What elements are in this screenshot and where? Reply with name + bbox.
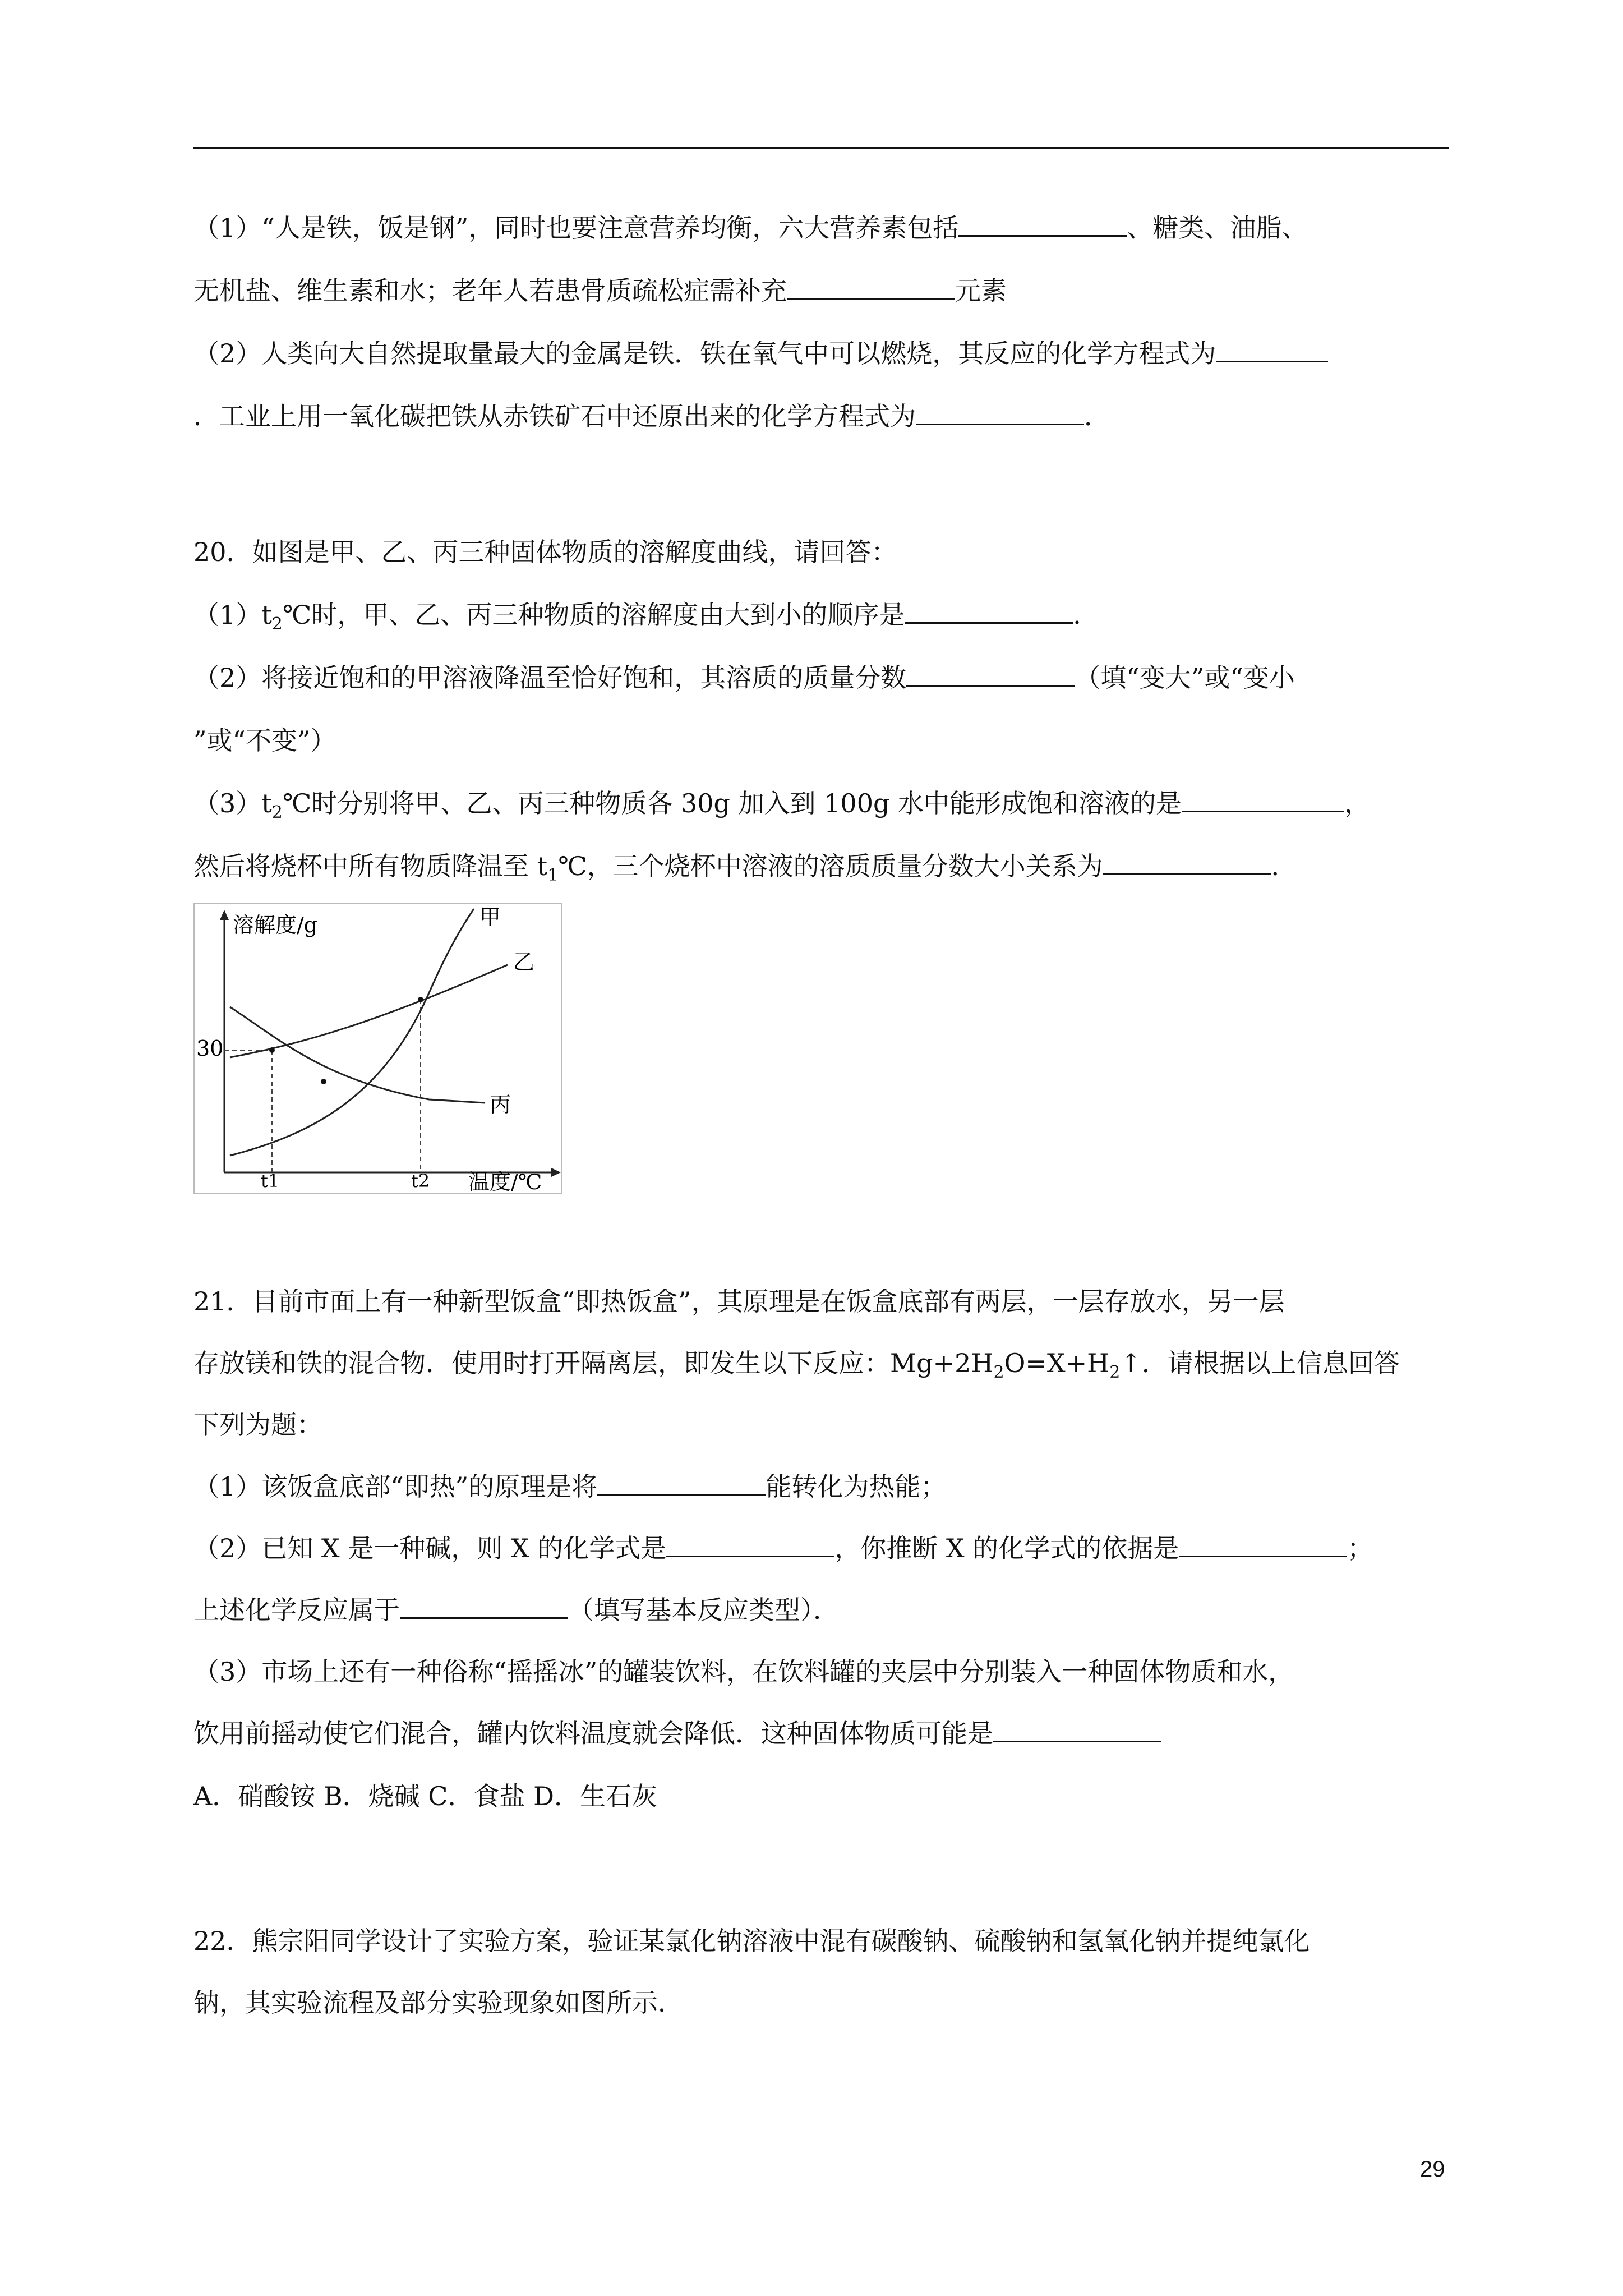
x-axis-arrow <box>551 1168 561 1177</box>
series-label-yi: 乙 <box>513 950 535 974</box>
q21-part2-line1: （2）已知 X 是一种碱，则 X 的化学式是 ，你推断 X 的化学式的依据是 ； <box>193 1533 1373 1563</box>
answer-blank[interactable] <box>666 1533 834 1557</box>
answer-blank[interactable] <box>905 600 1073 624</box>
q19-part1-line2: 无机盐、维生素和水；老年人若患骨质疏松症需补充 元素 <box>193 275 1007 306</box>
answer-blank[interactable] <box>400 1595 568 1619</box>
q21-line2: 存放镁和铁的混合物．使用时打开隔离层，即发生以下反应：$Mg+2H_2O=X+H_2↑$．请根据以上信息回答 <box>193 1348 1400 1383</box>
answer-blank[interactable] <box>1103 851 1271 875</box>
answer-blank[interactable] <box>597 1471 766 1496</box>
y-axis-arrow <box>220 910 229 920</box>
q19-part2-line1: （2）人类向大自然提取量最大的金属是铁．铁在氧气中可以燃烧，其反应的化学方程式为 <box>193 337 1328 370</box>
series-label-jia: 甲 <box>479 905 501 930</box>
q21-part3-line1: （3）市场上还有一种俗称“摇摇冰”的罐装饮料，在饮料罐的夹层中分别装入一种固体物质和水， <box>193 1657 1294 1687</box>
y-tick-label: 30 <box>196 1036 224 1061</box>
answer-blank[interactable] <box>958 213 1127 237</box>
q22-line1: 22．熊宗阳同学设计了实验方案，验证某氯化钠溶液中混有碳酸钠、硫酸钠和氢氧化钠并提纯氯化 <box>193 1926 1310 1956</box>
intersection-point <box>269 1047 275 1053</box>
curve-yi <box>230 965 508 1057</box>
answer-blank[interactable] <box>1182 788 1344 812</box>
q20-part2-line1: （2）将接近饱和的甲溶液降温至恰好饱和，其溶质的质量分数 （填“变大”或“变小 <box>193 662 1295 693</box>
q20-part2-line2: ”或“不变”） <box>193 725 336 756</box>
curve-bing <box>230 1007 485 1103</box>
q19-part1-line1: （1）“人是铁，饭是钢”，同时也要注意营养均衡，六大营养素包括 、糖类、油脂、 <box>193 213 1308 243</box>
q21-options: A．硝酸铵 B．烧碱 C．食盐 D．生石灰 <box>193 1781 657 1811</box>
x-tick-label: t2 <box>411 1170 430 1191</box>
x-tick-label: t1 <box>261 1170 280 1191</box>
intersection-point <box>321 1079 326 1084</box>
answer-blank[interactable] <box>1216 338 1328 362</box>
q22-line2: 钠，其实验流程及部分实验现象如图所示． <box>193 1987 684 2018</box>
intersection-point <box>418 997 423 1002</box>
solubility-chart <box>193 903 564 1195</box>
q20-part3-line2: 然后将烧杯中所有物质降温至 $t_1℃$，三个烧杯中溶液的溶质质量分数大小关系为 ． <box>193 851 1297 886</box>
answer-blank[interactable] <box>1179 1533 1347 1557</box>
q21-line3: 下列为题： <box>193 1410 322 1440</box>
series-label-bing: 丙 <box>490 1092 511 1117</box>
q19-part2-line2: ．工业上用一氧化碳把铁从赤铁矿石中还原出来的化学方程式为 ． <box>193 401 1110 431</box>
header-rule <box>193 147 1449 149</box>
y-axis-label: 溶解度/g <box>233 913 318 937</box>
answer-blank[interactable] <box>993 1718 1161 1742</box>
answer-blank[interactable] <box>906 662 1075 687</box>
answer-blank[interactable] <box>787 275 955 300</box>
q20-part1: $(1)t_2℃$时，甲、乙、丙三种物质的溶解度由大到小的顺序是 ． <box>193 600 1099 634</box>
page-number: 29 <box>1420 2157 1445 2182</box>
q21-line1: 21．目前市面上有一种新型饭盒“即热饭盒”，其原理是在饭盒底部有两层，一层存放水，另一层 <box>193 1286 1285 1317</box>
answer-blank[interactable] <box>916 401 1084 425</box>
q21-part2-line2: 上述化学反应属于 （填写基本反应类型）． <box>193 1595 839 1625</box>
x-axis-label: 温度/℃ <box>468 1170 542 1194</box>
q20-part3-line1: $(3)t_2℃$时分别将甲、乙、丙三种物质各 30g 加入到 100g 水中能形成饱和溶液的是 ， <box>193 788 1371 823</box>
q20-stem: 20．如图是甲、乙、丙三种固体物质的溶解度曲线，请回答： <box>193 537 897 567</box>
q21-part1: （1）该饭盒底部“即热”的原理是将 能转化为热能； <box>193 1471 947 1502</box>
q21-part3-line2: 饮用前摇动使它们混合，罐内饮料温度就会降低．这种固体物质可能是 <box>193 1717 1161 1750</box>
